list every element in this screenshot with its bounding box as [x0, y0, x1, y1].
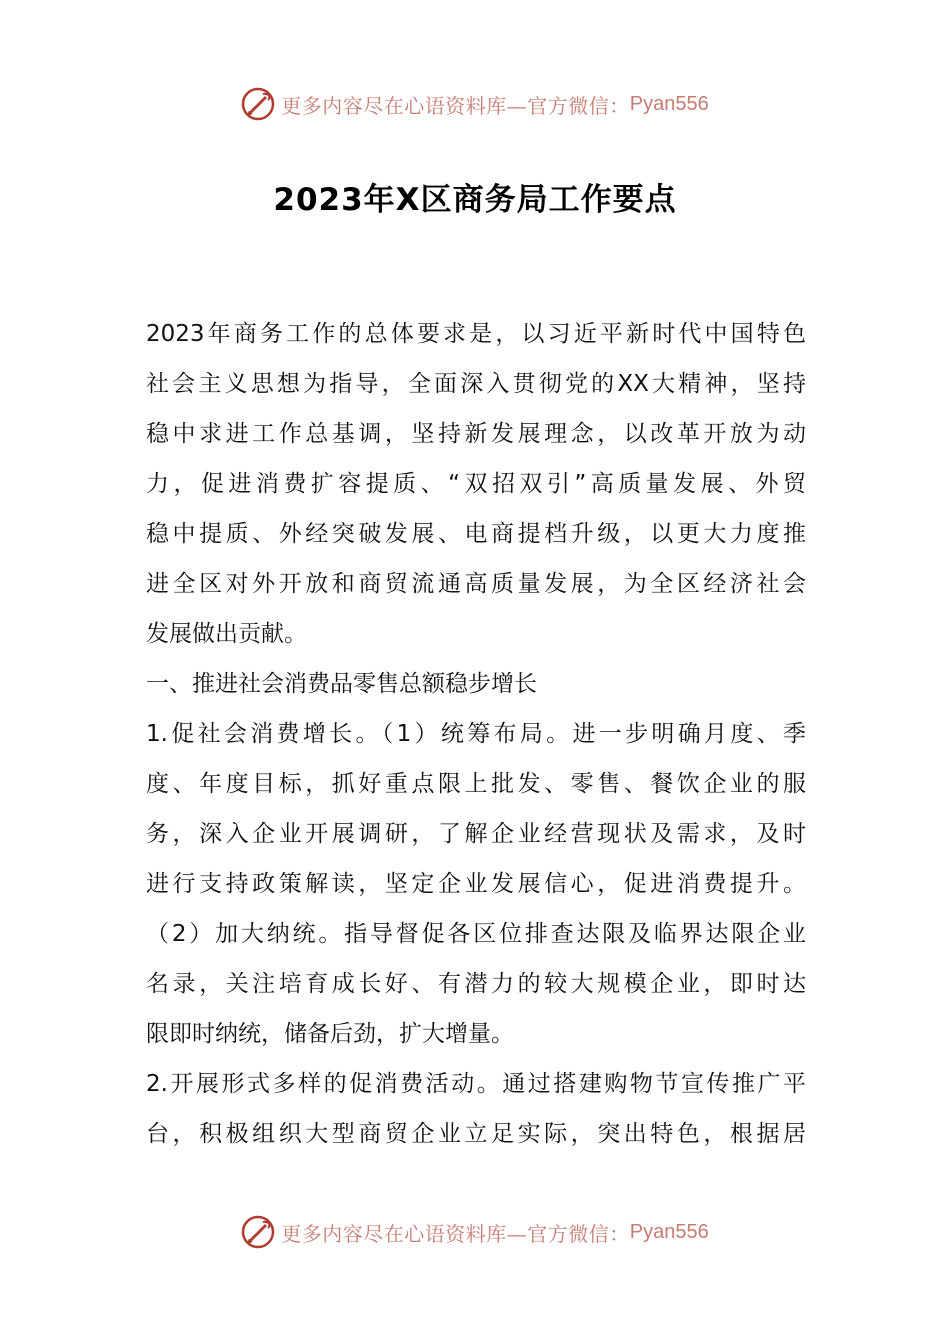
paragraph-line: 发展做出贡献。	[146, 621, 307, 647]
watermark-text: 更多内容尽在心语资料库—官方微信：	[281, 1221, 630, 1246]
quill-logo-icon	[241, 87, 275, 121]
paragraph-line: 名录，关注培育成长好、有潜力的较大规模企业，即时达	[146, 971, 806, 997]
paragraph-line: （2）加大纳统。指导督促各区位排查达限及临界达限企业	[146, 921, 806, 947]
paragraph-line: 2.开展形式多样的促消费活动。通过搭建购物节宣传推广平	[146, 1071, 806, 1097]
section-heading: 一、推进社会消费品零售总额稳步增长	[146, 671, 537, 697]
paragraph-line: 2023年商务工作的总体要求是，以习近平新时代中国特色	[146, 321, 806, 347]
paragraph-line: 社会主义思想为指导，全面深入贯彻党的XX大精神，坚持	[146, 371, 806, 397]
paragraph-line: 进行支持政策解读，坚定企业发展信心，促进消费提升。	[146, 871, 806, 897]
paragraph-line: 1.促社会消费增长。（1）统筹布局。进一步明确月度、季	[146, 721, 806, 747]
watermark-wechat-id: Pyan556	[629, 1220, 709, 1243]
paragraph-line: 度、年度目标，抓好重点限上批发、零售、餐饮企业的服	[146, 771, 806, 797]
watermark-wechat-id: Pyan556	[629, 92, 709, 115]
paragraph-line: 稳中求进工作总基调，坚持新发展理念，以改革开放为动	[146, 421, 806, 447]
document-body	[146, 309, 806, 1159]
footer-watermark-banner	[0, 1212, 950, 1252]
document-title: 2023年X区商务局工作要点	[273, 182, 677, 218]
header-watermark-banner	[0, 84, 950, 124]
paragraph-line: 进全区对外开放和商贸流通高质量发展，为全区经济社会	[146, 571, 806, 597]
paragraph-line: 限即时纳统，储备后劲，扩大增量。	[146, 1021, 514, 1047]
paragraph-line: 稳中提质、外经突破发展、电商提档升级，以更大力度推	[146, 521, 806, 547]
quill-logo-icon	[241, 1215, 275, 1249]
watermark-text: 更多内容尽在心语资料库—官方微信：	[281, 93, 630, 118]
paragraph-line: 台，积极组织大型商贸企业立足实际，突出特色，根据居	[146, 1121, 806, 1147]
paragraph-line: 务，深入企业开展调研，了解企业经营现状及需求，及时	[146, 821, 806, 847]
paragraph-line: 力，促进消费扩容提质、“双招双引”高质量发展、外贸	[146, 471, 806, 497]
